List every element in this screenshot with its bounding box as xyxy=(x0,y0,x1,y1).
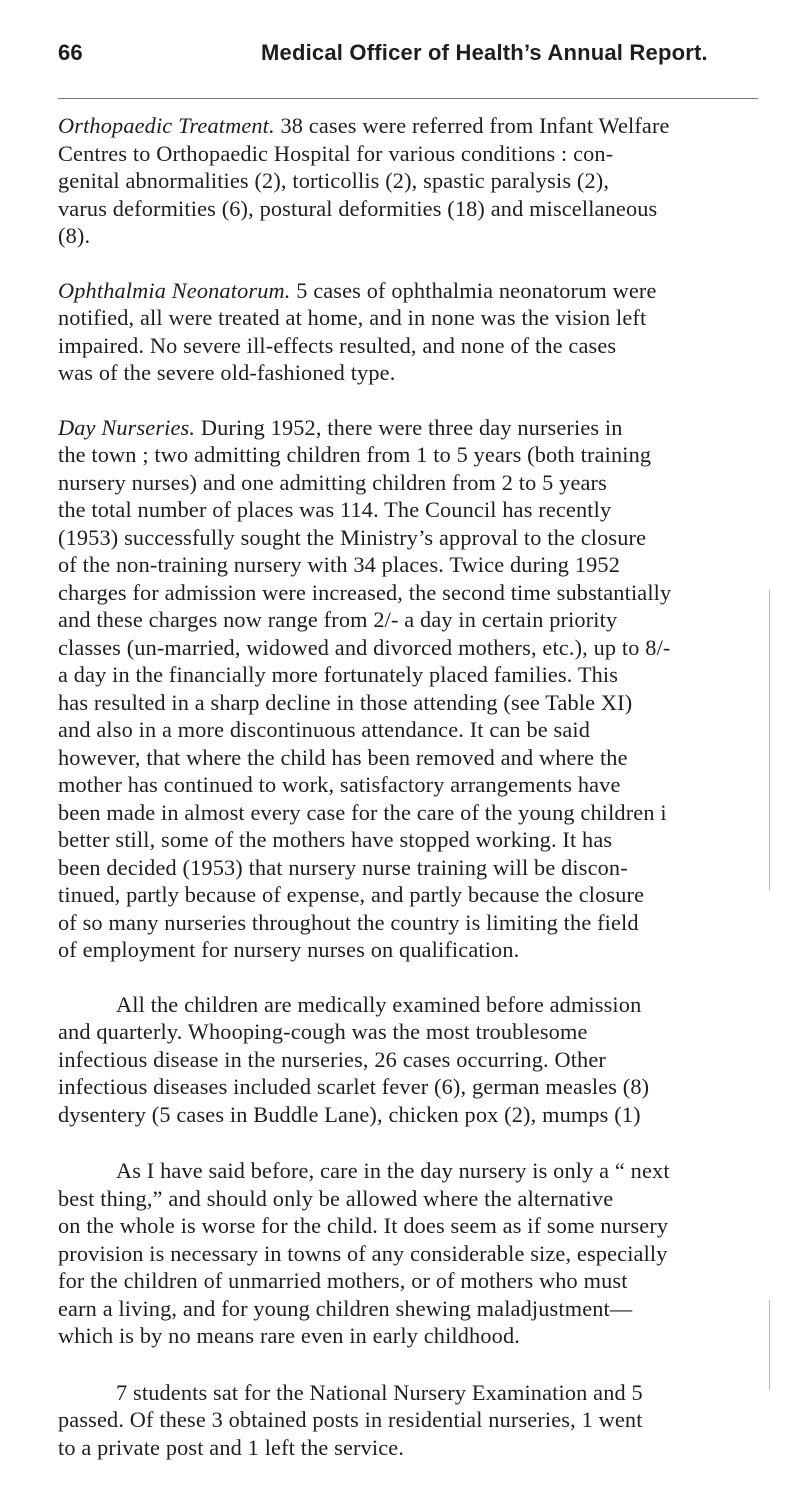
page-edge-shadow xyxy=(769,1300,770,1390)
text-line: As I have said before, care in the day nursery is only a “ next xyxy=(116,1158,670,1183)
text-line: nursery nurses) and one admitting children from 2 to 5 years xyxy=(58,469,607,495)
text-line: on the whole is worse for the child. It does seem as if some nursery xyxy=(58,1213,669,1238)
text-line: classes (un-married, widowed and divorced mothers, etc.), up to 8/- xyxy=(58,634,671,660)
text-line: infectious diseases included scarlet fever (6), german measles (8) xyxy=(58,1074,650,1099)
text-line: All the children are medically examined before admission xyxy=(116,991,642,1017)
text-line: earn a living, and for young children shewing maladjustment— xyxy=(58,1295,633,1321)
text-line: and these charges now range from 2/- a day in certain priority xyxy=(58,607,618,632)
text-line: (1953) successfully sought the Ministry’s approval to the closure xyxy=(58,524,647,550)
text-line: been decided (1953) that nursery nurse training will be discon- xyxy=(58,854,628,880)
text-line: genital abnormalities (2), torticollis (2), spastic paralysis (2), xyxy=(58,168,610,193)
text-line: for the children of unmarried mothers, or of mothers who must xyxy=(58,1268,628,1293)
text-line: impaired. No severe ill-effects resulted, and none of the cases xyxy=(58,332,617,358)
text-line: provision is necessary in towns of any considerable size, especially xyxy=(58,1240,668,1266)
text-line: and also in a more discontinuous attendance. It can be said xyxy=(58,717,591,742)
text-line: mother has continued to work, satisfactory arrangements have xyxy=(58,772,621,797)
text-line: notified, all were treated at home, and in none was the vision left xyxy=(58,305,647,330)
running-title: Medical Officer of Health’s Annual Report. xyxy=(261,40,708,65)
section-heading: Orthopaedic Treatment. xyxy=(58,113,275,138)
text-line: During 1952, there were three day nurseries in xyxy=(195,414,623,440)
text-line: to a private post and 1 left the service. xyxy=(58,1434,405,1460)
page-header xyxy=(58,40,758,80)
paragraph-medical-examination xyxy=(58,991,768,1129)
text-line: 38 cases were referred from Infant Welfare xyxy=(274,113,670,138)
paragraph-students xyxy=(58,1379,768,1462)
page-number: 66 xyxy=(58,40,83,65)
text-line: better still, some of the mothers have stopped working. It has xyxy=(58,827,613,852)
paragraph-day-nurseries xyxy=(58,414,768,964)
paragraph-next-best-thing xyxy=(58,1157,768,1350)
text-line: however, that where the child has been removed and where the xyxy=(58,744,628,770)
text-line: passed. Of these 3 obtained posts in residential nurseries, 1 went xyxy=(58,1407,643,1432)
text-line: Centres to Orthopaedic Hospital for various conditions : con- xyxy=(58,140,614,166)
header-rule xyxy=(58,98,758,99)
text-line: the town ; two admitting children from 1 to 5 years (both training xyxy=(58,442,652,467)
text-line: 7 students sat for the National Nursery Examination and 5 xyxy=(116,1379,643,1405)
text-line: infectious disease in the nurseries, 26 cases occurring. Other xyxy=(58,1046,606,1072)
text-line: was of the severe old-fashioned type. xyxy=(58,360,396,385)
text-line: 5 cases of ophthalmia neonatorum were xyxy=(290,277,657,303)
text-line: been made in almost every case for the care of the young children i xyxy=(58,799,667,825)
text-line: of employment for nursery nurses on qualification. xyxy=(58,937,520,962)
text-line: has resulted in a sharp decline in those attending (see Table XI) xyxy=(58,689,633,715)
text-line: (8). xyxy=(58,223,91,248)
paragraph-orthopaedic-treatment xyxy=(58,112,768,250)
text-line: of the non-training nursery with 34 places. Twice during 1952 xyxy=(58,552,620,577)
paragraph-ophthalmia-neonatorum xyxy=(58,277,768,387)
section-heading: Ophthalmia Neonatorum. xyxy=(58,277,291,303)
text-line: and quarterly. Whooping-cough was the most troublesome xyxy=(58,1019,588,1044)
text-line: charges for admission were increased, the second time substantially xyxy=(58,579,672,605)
text-line: dysentery (5 cases in Buddle Lane), chicken pox (2), mumps (1) xyxy=(58,1101,641,1127)
text-line: varus deformities (6), postural deformities (18) and miscellaneous xyxy=(58,195,658,221)
page-edge-shadow xyxy=(769,590,770,890)
paragraph-first-line xyxy=(58,277,768,305)
text-line: best thing,” and should only be allowed where the alternative xyxy=(58,1185,614,1211)
paragraph-first-line xyxy=(58,414,768,442)
section-heading: Day Nurseries. xyxy=(58,414,196,440)
text-line: tinued, partly because of expense, and partly because the closure xyxy=(58,882,645,907)
paragraph-first-line xyxy=(58,112,768,140)
body-text xyxy=(58,112,768,1488)
text-line: which is by no means rare even in early childhood. xyxy=(58,1323,520,1348)
text-line: of so many nurseries throughout the country is limiting the field xyxy=(58,909,639,935)
text-line: the total number of places was 114. The Council has recently xyxy=(58,497,612,522)
text-line: a day in the financially more fortunately placed families. This xyxy=(58,662,619,687)
